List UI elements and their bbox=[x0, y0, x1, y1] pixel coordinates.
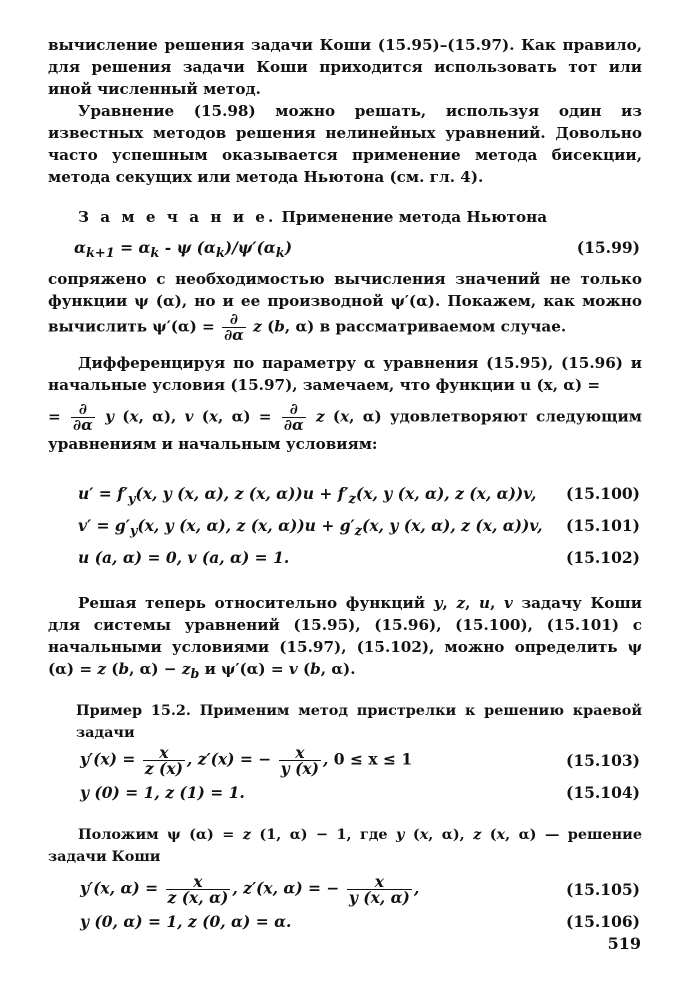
paragraph-3-text: сопряжено с необходимостью вычисления значений не только функции ψ (α), но и ее производной ψ′(α). Покажем, как можно вычислить bbox=[48, 270, 642, 336]
fraction: $\frac{x}{y (x)}$ bbox=[280, 743, 319, 778]
partial-fraction: $\frac{\partial}{\partial\alpha}$ bbox=[283, 400, 304, 434]
equation-number: (15.104) bbox=[566, 783, 640, 802]
fraction: $\frac{x}{z (x, \alpha)}$ bbox=[167, 872, 229, 907]
equation-number: (15.103) bbox=[566, 751, 640, 770]
equation-15-99 bbox=[74, 238, 640, 264]
remark-heading bbox=[48, 206, 642, 228]
equation-number: (15.102) bbox=[566, 548, 640, 567]
equation-15-106 bbox=[80, 912, 640, 938]
equation-body: $\alpha_{k+1} = \alpha_k - \psi$ $(\alpha_k)/\psi'(\alpha_k)$ bbox=[74, 238, 293, 262]
remark-label: З а м е ч а н и е. bbox=[78, 208, 277, 226]
equation-15-105 bbox=[80, 874, 640, 908]
example-label: Пример 15.2. bbox=[76, 702, 191, 719]
page-number: 519 bbox=[607, 934, 641, 953]
paragraph-4-line2: = $\frac{\partial}{\partial\alpha}$ y (x, α), v (x, α) = $\frac{\partial}{\partial\alpha}$ z (x, α) удовлетворяют следующим уравнениям и начальным условиям: bbox=[48, 400, 642, 453]
paragraph-3: сопряжено с необходимостью вычисления значений не только функции ψ (α), но и ее производной ψ′(α). Покажем, как можно вычислить ψ′(α) = $\frac{\partial}{\partial\alpha}$ z (b, α) в рассматриваемом случае. bbox=[48, 270, 642, 344]
equation-number: (15.101) bbox=[566, 516, 640, 535]
partial-fraction: $\frac{\partial}{\partial\alpha}$ bbox=[73, 400, 93, 434]
paragraph-6: Положим ψ (α) = z (1, α) − 1, где y (x, α), z (x, α) — решение задачи Коши bbox=[48, 826, 642, 865]
partial-fraction: $\frac{\partial}{\partial\alpha}$ bbox=[224, 310, 244, 344]
equation-body: $v' = g'_y(x$, y (x, α), z (x, $\alpha))u + g'_z(x$, y (x, α), z (x, α))v, bbox=[78, 516, 543, 540]
paragraph-1: вычисление решения задачи Коши (15.95)–(15.97). Как правило, для решения задачи Коши приходится использовать тот или иной численный метод. bbox=[48, 36, 642, 98]
equation-body: y (0) = 1, z (1) = 1. bbox=[80, 783, 245, 802]
equation-15-104 bbox=[80, 783, 640, 809]
equation-body: y′(x, α) = $\frac{x}{z (x, \alpha)}$ , z′(x, α) = − $\frac{x}{y (x, \alpha)}$ , bbox=[80, 872, 420, 907]
equation-body: y′(x) = $\frac{x}{z (x)}$ , z′(x) = − $\frac{x}{y (x)}$ , 0 ≤ x ≤ 1 bbox=[80, 743, 413, 778]
paragraph-5: Решая теперь относительно функций y, z, u, v задачу Коши для системы уравнений (15.95), (15.96), (15.100), (15.101) с начальными условиями (15.97), (15.102), можно определить ψ (α) = z (b, $\alpha) - z_b$ и ψ′(α) = v (b, α). bbox=[48, 594, 642, 682]
paragraph-4 bbox=[48, 352, 642, 396]
example-heading bbox=[76, 700, 642, 744]
paragraph-3-end: в рассматриваемом случае. bbox=[314, 317, 567, 336]
remark-text: Применение метода Ньютона bbox=[276, 208, 548, 226]
equation-15-101 bbox=[78, 516, 640, 542]
equation-body: u (a, α) = 0, v (a, α) = 1. bbox=[78, 548, 290, 567]
equation-15-103 bbox=[80, 745, 640, 779]
equation-number: (15.99) bbox=[576, 238, 640, 257]
paragraph-4-text: Дифференцируя по параметру α уравнения (15.95), (15.96) и начальные условия (15.97), замечаем, что функции u (x, α) = bbox=[48, 354, 642, 394]
equation-15-102 bbox=[78, 548, 640, 574]
equation-body: $u' = f'_y(x$, y (x, α), z (x, $\alpha))u + f'_z(x$, y (x, α), z (x, α))v, bbox=[78, 484, 537, 508]
paragraph-2: Уравнение (15.98) можно решать, используя один из известных методов решения нелинейных уравнений. Довольно часто успешным оказывается применение метода бисекции, метода секущих или метода Ньютона (см. гл. 4). bbox=[48, 102, 642, 186]
equation-number: (15.106) bbox=[566, 912, 640, 931]
example-text: Применим метод пристрелки к решению краевой задачи bbox=[76, 702, 642, 741]
equation-number: (15.105) bbox=[566, 880, 640, 899]
equation-number: (15.100) bbox=[566, 484, 640, 503]
fraction: $\frac{x}{z (x)}$ bbox=[144, 743, 183, 778]
equation-15-100 bbox=[78, 484, 640, 510]
equation-body: y (0, α) = 1, z (0, α) = α. bbox=[80, 912, 292, 931]
fraction: $\frac{x}{y (x, \alpha)}$ bbox=[348, 872, 410, 907]
